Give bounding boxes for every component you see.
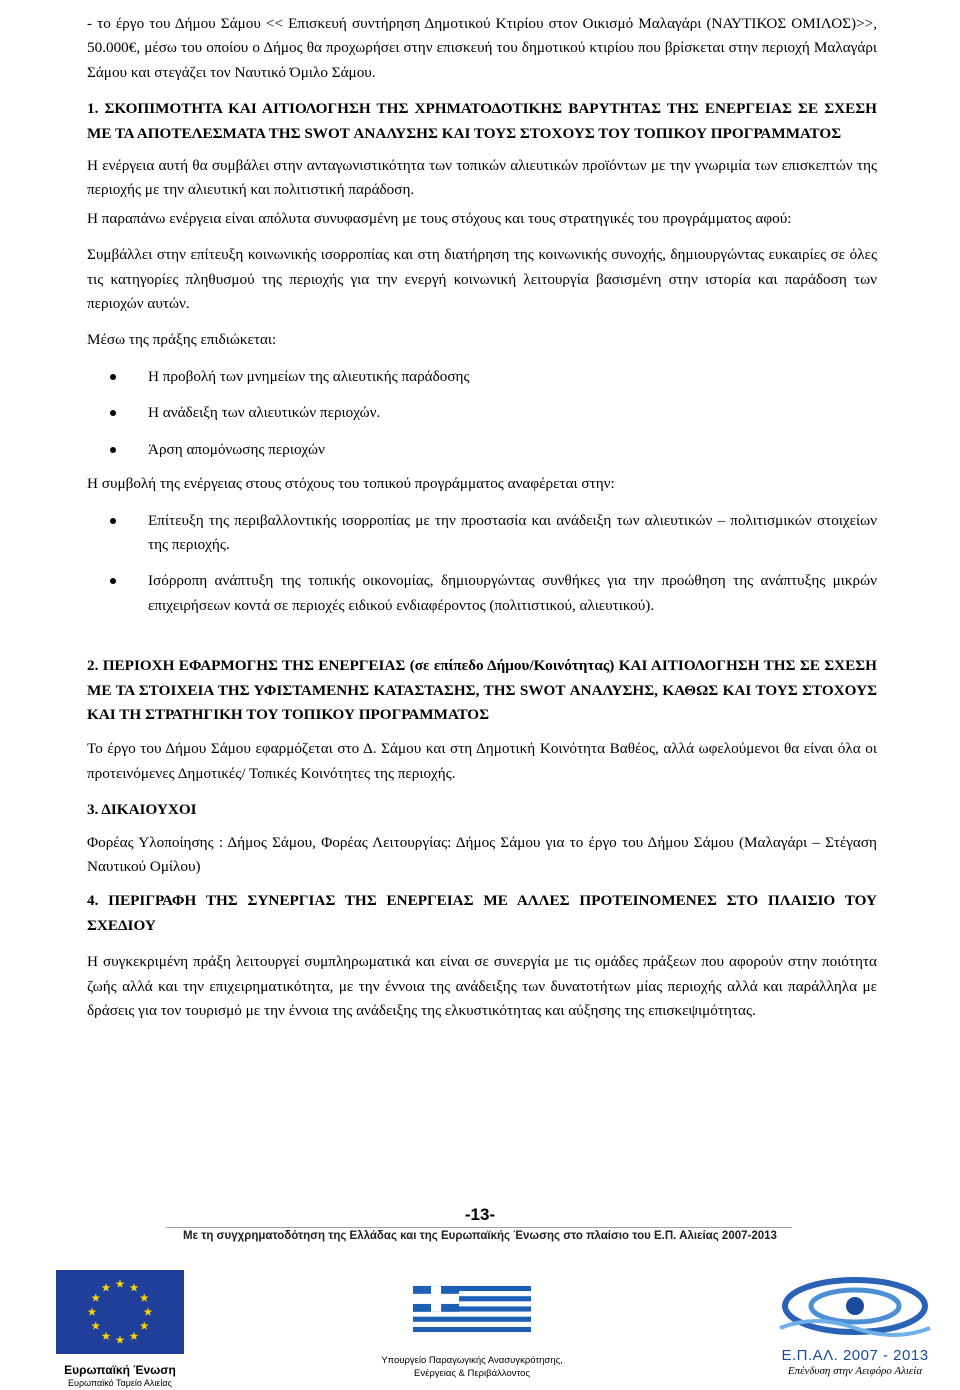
contribution-list xyxy=(87,509,877,619)
epal-subcaption: Επένδυση στην Αειφόρο Αλιεία xyxy=(787,1365,923,1377)
list-item: Επίτευξη της περιβαλλοντικής ισορροπίας με την προστασία και ανάδειξη των αλιευτικών – πολιτισμικών στοιχείων της περιοχής. xyxy=(87,509,877,558)
footer-divider xyxy=(166,1227,792,1228)
section-2-paragraph-1: Το έργο του Δήμου Σάμου εφαρμόζεται στο Δ. Σάμου και στη Δημοτική Κοινότητα Βαθέος, αλλά ωφελούμενοι θα είναι όλα οι προτεινόμενες Δημοτικές/ Τοπικές Κοινότητες της περιοχής. xyxy=(87,740,877,782)
list-item: Άρση απομόνωσης περιοχών xyxy=(87,438,877,462)
list-item: Ισόρροπη ανάπτυξη της τοπικής οικονομίας, δημιουργώντας συνθήκες για την προώθηση της ανάπτυξης μικρών επιχειρήσεων κοντά σε περιοχές ειδικού ενδιαφέροντος (πολιτιστικού, αλιευτικού). xyxy=(87,569,877,618)
section-4-paragraph-1: Η συγκεκριμένη πράξη λειτουργεί συμπληρωματικά και είναι σε συνεργία με τις ομάδες πράξεων που αφορούν στην ποιότητα ζωής αλλά και την επιχειρηματικότητα, με την έννοια της ανάδειξης των δυνατοτήτων μίας περιοχής αλλά και παράλληλα με δράσεις για τον τουρισμό με την έννοια της ανάδειξης της ελκυστικότητας και αύξησης της επισκεψιμότητας. xyxy=(87,953,877,1019)
list-item: Η προβολή των μνημείων της αλιευτικής παράδοσης xyxy=(87,365,877,389)
eu-logo-caption: Ευρωπαϊκή Ένωση xyxy=(64,1363,176,1377)
bullet-icon xyxy=(110,374,116,380)
bullet-icon xyxy=(110,410,116,416)
flag-stripe xyxy=(413,1327,531,1332)
funding-statement: Με τη συγχρηματοδότηση της Ελλάδας και της Ευρωπαϊκής Ένωσης στο πλαίσιο του Ε.Π. Αλιείας 2007-2013 xyxy=(183,1230,777,1242)
epal-caption: Ε.Π.ΑΛ. 2007 - 2013 xyxy=(781,1347,929,1364)
ministry-caption-line-1: Υπουργείο Παραγωγικής Ανασυγκρότησης, xyxy=(381,1355,563,1366)
fish-wave-icon xyxy=(760,1270,950,1340)
section-3-heading: 3. ΔΙΚΑΙΟΥΧΟΙ xyxy=(87,801,197,819)
ministry-caption-line-2: Ενέργειας & Περιβάλλοντος xyxy=(414,1368,530,1379)
bullet-icon xyxy=(110,447,116,453)
section-3-paragraph-1: Φορέας Υλοποίησης : Δήμος Σάμου, Φορέας Λειτουργίας: Δήμος Σάμου για το έργο του Δήμου Σάμου (Μαλαγάρι – Στέγαση Ναυτικού Ομίλου) xyxy=(87,833,877,875)
flag-stripe xyxy=(413,1317,531,1322)
greek-flag-logo xyxy=(367,1268,577,1380)
greek-flag-icon xyxy=(413,1268,531,1350)
document-page xyxy=(87,12,877,1023)
section-4-heading: 4. ΠΕΡΙΓΡΑΦΗ ΤΗΣ ΣΥΝΕΡΓΙΑΣ ΤΗΣ ΕΝΕΡΓΕΙΑΣ ΜΕ ΑΛΛΕΣ ΠΡΟΤΕΙΝΟΜΕΝΕΣ ΣΤΟ ΠΛΑΙΣΙΟ ΤΟΥ ΣΧΕΔΙΟΥ xyxy=(87,892,877,934)
page-number: -13- xyxy=(464,1205,496,1224)
section-1-paragraph-1: Η ενέργεια αυτή θα συμβάλει στην ανταγωνιστικότητα των τοπικών αλιευτικών προϊόντων με την γνωριμία των επισκεπτών της περιοχής με την αλιευτική και πολιτιστική παράδοση. xyxy=(87,157,877,199)
objectives-list xyxy=(87,365,877,462)
section-1-heading: 1. ΣΚΟΠΙΜΟΤΗΤΑ ΚΑΙ ΑΙΤΙΟΛΟΓΗΣΗ ΤΗΣ ΧΡΗΜΑΤΟΔΟΤΙΚΗΣ ΒΑΡΥΤΗΤΑΣ ΤΗΣ ΕΝΕΡΓΕΙΑΣ ΣΕ ΣΧΕΣΗ ΜΕ ΤΑ ΑΠΟΤΕΛΕΣΜΑΤΑ ΤΗΣ SWOT ΑΝΑΛΥΣΗΣ ΚΑΙ ΤΟΥΣ ΣΤΟΧΟΥΣ ΤΟΥ ΤΟΠΙΚΟΥ ΠΡΟΓΡΑΜΜΑΤΟΣ xyxy=(87,100,877,142)
intro-paragraph: - το έργο του Δήμου Σάμου << Επισκευή συντήρηση Δημοτικού Κτιρίου στον Οικισμό Μαλαγάρι (ΝΑΥΤΙΚΟΣ ΟΜΙΛΟΣ)>>, 50.000€, μέσω του οποίου ο Δήμος θα προχωρήσει στην επισκευή του δημοτικού κτιρίου που βρίσκεται στην περιοχή Μαλαγάρι Σάμου και στεγάζει τον Ναυτικό Όμιλο Σάμου. xyxy=(87,15,877,81)
eu-flag-icon xyxy=(56,1270,184,1354)
bullet-icon xyxy=(110,578,116,584)
epal-logo xyxy=(760,1270,950,1377)
bullet-icon xyxy=(110,518,116,524)
eu-logo xyxy=(56,1270,184,1388)
section-1-paragraph-2: Η παραπάνω ενέργεια είναι απόλυτα συνυφασμένη με τους στόχους και τους στρατηγικές του προγράμματος αφού: xyxy=(87,209,792,227)
eu-logo-subcaption: Ευρωπαϊκό Ταμείο Αλιείας xyxy=(68,1378,172,1388)
list-item: Η ανάδειξη των αλιευτικών περιοχών. xyxy=(87,401,877,425)
section-1-paragraph-4: Μέσω της πράξης επιδιώκεται: xyxy=(87,331,277,349)
section-1-paragraph-3: Συμβάλλει στην επίτευξη κοινωνικής ισορροπίας και στη διατήρηση της κοινωνικής συνοχής, δημιουργώντας ευκαιρίες σε όλες τις κατηγορίες πληθυσμού της περιοχής για την ενεργή κοινωνική λειτουργία βασισμένη στην ιστορία και παράδοση των περιοχών αυτών. xyxy=(87,246,877,313)
section-2-heading: 2. ΠΕΡΙΟΧΗ ΕΦΑΡΜΟΓΗΣ ΤΗΣ ΕΝΕΡΓΕΙΑΣ (σε επίπεδο Δήμου/Κοινότητας) ΚΑΙ ΑΙΤΙΟΛΟΓΗΣΗ ΤΗΣ ΣΕ ΣΧΕΣΗ ΜΕ ΤΑ ΣΤΟΙΧΕΙΑ ΤΗΣ ΥΦΙΣΤΑΜΕΝΗΣ ΚΑΤΑΣΤΑΣΗΣ, ΤΗΣ SWOT ΑΝΑΛΥΣΗΣ, ΚΑΘΩΣ ΚΑΙ ΤΟΥΣ ΣΤΟΧΟΥΣ ΚΑΙ ΤΗ ΣΤΡΑΤΗΓΙΚΗ ΤΟΥ ΤΟΠΙΚΟΥ ΠΡΟΓΡΑΜΜΑΤΟΣ xyxy=(87,657,877,723)
section-1-paragraph-5: Η συμβολή της ενέργειας στους στόχους του τοπικού προγράμματος αναφέρεται στην: xyxy=(87,475,615,493)
